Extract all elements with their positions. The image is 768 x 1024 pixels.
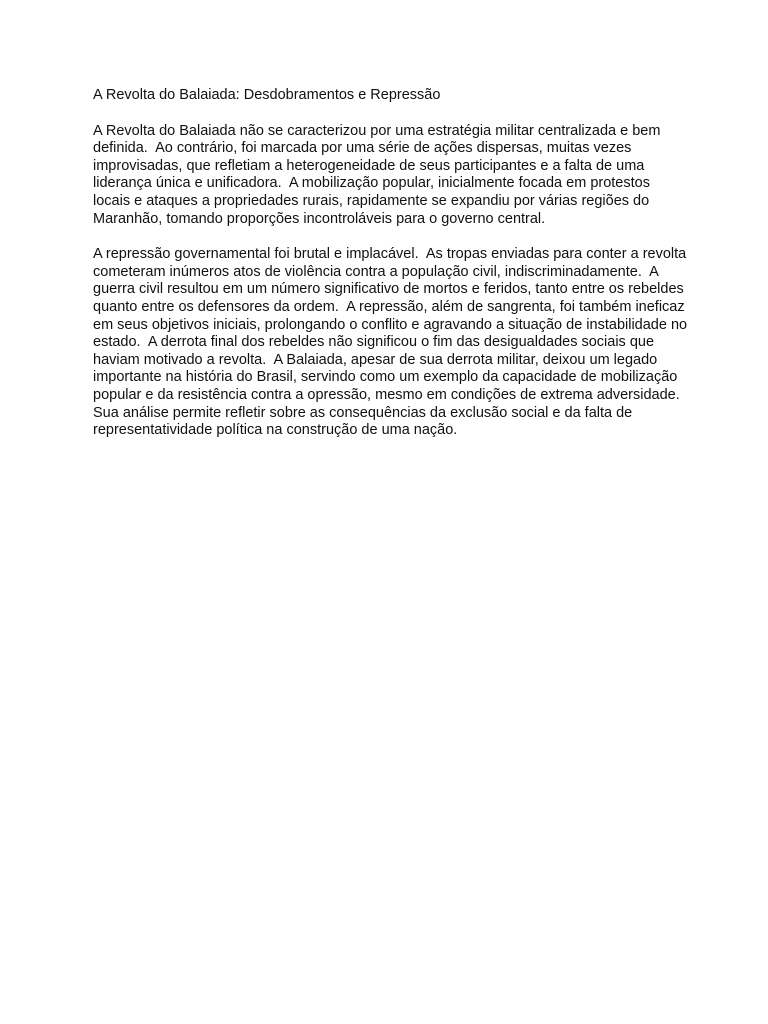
paragraph-line: haviam motivado a revolta. A Balaiada, apesar de sua derrota militar, deixou um legado [93,351,658,368]
paragraph-line: locais e ataques a propriedades rurais, rapidamente se expandiu por várias regiões do [93,192,650,209]
paragraph-line: liderança única e unificadora. A mobilização popular, inicialmente focada em protestos [93,175,650,192]
paragraph-line: Maranhão, tomando proporções incontroláveis para o governo central. [93,210,546,227]
paragraph-2 [93,246,688,440]
paragraph-line: Sua análise permite refletir sobre as consequências da exclusão social e da falta de [93,404,633,421]
paragraph-1 [93,123,683,229]
paragraph-line: representatividade política na construção de uma nação. [93,422,458,439]
paragraph-line: definida. Ao contrário, foi marcada por uma série de ações dispersas, muitas vezes [93,140,632,157]
paragraph-line: estado. A derrota final dos rebeldes não significou o fim das desigualdades sociais que [93,334,655,351]
paragraph-line: A Revolta do Balaiada não se caracterizou por uma estratégia militar centralizada e bem [93,122,661,139]
document-body [93,87,688,458]
paragraph-line: improvisadas, que refletiam a heterogeneidade de seus participantes e a falta de uma [93,157,645,174]
paragraph-line: popular e da resistência contra a opressão, mesmo em condições de extrema adversidade. [93,386,680,403]
paragraph-line: A repressão governamental foi brutal e implacável. As tropas enviadas para conter a revolta [93,246,687,263]
paragraph-line: guerra civil resultou em um número significativo de mortos e feridos, tanto entre os rebeldes [93,281,684,298]
document-title: A Revolta do Balaiada: Desdobramentos e Repressão [93,87,441,103]
paragraph-line: cometeram inúmeros atos de violência contra a população civil, indiscriminadamente. A [93,263,659,280]
paragraph-line: em seus objetivos iniciais, prolongando o conflito e agravando a situação de instabilidade no [93,316,688,333]
paragraph-line: importante na história do Brasil, servindo como um exemplo da capacidade de mobilização [93,369,678,386]
paragraph-line: quanto entre os defensores da ordem. A repressão, além de sangrenta, foi também ineficaz [93,298,685,315]
